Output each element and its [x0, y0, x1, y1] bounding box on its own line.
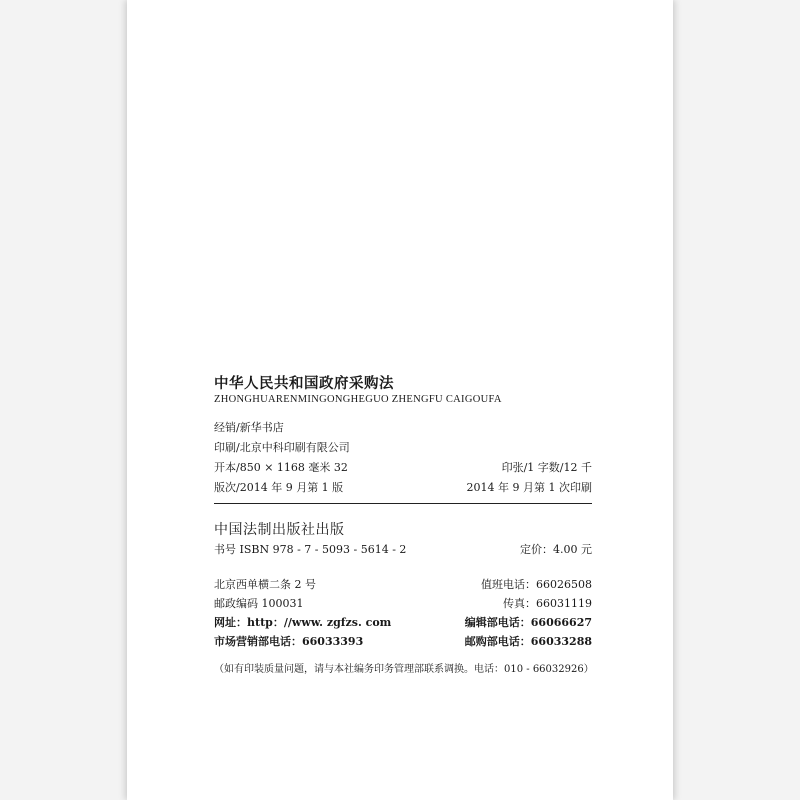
imprint-row-edition — [214, 478, 592, 496]
sheets-words: 印张/1 字数/12 千 — [501, 461, 592, 474]
format: 开本/850 × 1168 毫米 32 — [214, 461, 348, 474]
contact-row-address — [214, 575, 592, 593]
contact-row-postcode — [214, 594, 592, 612]
mail-order-phone: 邮购部电话：66033288 — [464, 635, 592, 648]
distributor: 经销/新华书店 — [214, 421, 284, 434]
book-title: 中华人民共和国政府采购法 — [214, 375, 394, 392]
editorial-phone: 编辑部电话：66066627 — [464, 616, 592, 629]
imprint-row-format — [214, 458, 592, 476]
publisher-name: 中国法制出版社出版 — [214, 522, 345, 538]
price: 定价：4.00 元 — [520, 543, 592, 556]
isbn: 书号 ISBN 978 - 7 - 5093 - 5614 - 2 — [214, 543, 407, 556]
printing: 2014 年 9 月第 1 次印刷 — [466, 481, 592, 494]
isbn-row — [214, 540, 592, 558]
contact-row-website — [214, 613, 592, 631]
divider-rule — [214, 503, 592, 504]
book-title-pinyin: ZHONGHUARENMINGONGHEGUO ZHENGFU CAIGOUFA — [214, 394, 502, 405]
imprint-row-printer — [214, 438, 592, 456]
address: 北京西单横二条 2 号 — [214, 578, 316, 591]
duty-phone: 值班电话：66026508 — [481, 578, 592, 591]
contact-row-marketing — [214, 632, 592, 650]
fax: 传真：66031119 — [503, 597, 592, 610]
website: 网址：http：//www. zgfzs. com — [214, 616, 392, 629]
marketing-phone: 市场营销部电话：66033393 — [214, 635, 364, 648]
printer: 印刷/北京中科印刷有限公司 — [214, 441, 350, 454]
postcode: 邮政编码 100031 — [214, 597, 304, 610]
quality-notice: （如有印装质量问题，请与本社编务印务管理部联系调换。电话：010 - 66032926） — [214, 664, 594, 675]
edition: 版次/2014 年 9 月第 1 版 — [214, 481, 344, 494]
imprint-row-distributor — [214, 418, 592, 436]
